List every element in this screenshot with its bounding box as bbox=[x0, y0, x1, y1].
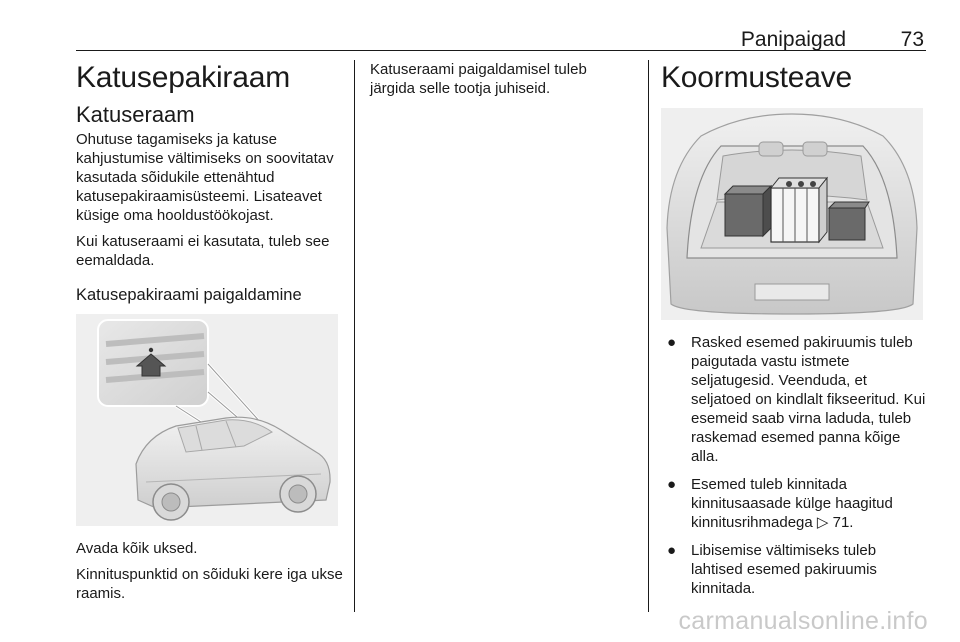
sub-heading: Katuseraam bbox=[76, 102, 195, 127]
list-item: ● Rasked esemed pakiruumis tuleb paigutada vastu istmete seljatugesid. Veenduda, et seljatoed on kindlalt fikseeritud. Kui esemeid saab virna laduda, tuleb raskemad esemed panna kõige alla. bbox=[667, 334, 926, 465]
column-divider bbox=[354, 60, 355, 612]
paragraph: Katuseraami paigaldamisel tuleb järgida selle tootja juhiseid. bbox=[370, 61, 587, 97]
page-number: 73 bbox=[900, 28, 924, 51]
paragraph: Kui katuseraami ei kasutata, tuleb see eemaldada. bbox=[76, 233, 330, 269]
list-item: ● Esemed tuleb kinnitada kinnitusaasade külge haagitud kinnitusrihmadega ▷ 71. bbox=[667, 476, 893, 531]
page-header bbox=[76, 26, 926, 51]
cargo-illustration bbox=[661, 108, 926, 325]
watermark: carmanualsonline.info bbox=[678, 607, 928, 635]
minor-heading: Katusepakiraami paigaldamine bbox=[76, 286, 302, 304]
column-right bbox=[661, 60, 926, 607]
bullet-list bbox=[661, 333, 926, 598]
list-item: ● Libisemise vältimiseks tuleb lahtised esemed pakiruumis kinnitada. bbox=[667, 542, 877, 597]
paragraph: Avada kõik uksed. bbox=[76, 540, 198, 557]
section-heading: Katusepakiraam bbox=[76, 61, 290, 94]
column-middle bbox=[370, 60, 635, 105]
car-trunk-cargo-icon bbox=[661, 108, 923, 320]
paragraph: Ohutuse tagamiseks ja katuse kahjustumise vältimiseks on soovitatav kasutada sõidukile ettenähtud katusepakiraamisüsteemi. Lisateavet küsige oma hooldustöökojast. bbox=[76, 131, 334, 224]
column-divider bbox=[648, 60, 649, 612]
roof-rack-illustration bbox=[76, 314, 346, 531]
section-title: Panipaigad bbox=[740, 28, 846, 51]
section-heading: Koormusteave bbox=[661, 61, 853, 94]
car-roof-mount-icon bbox=[76, 314, 338, 526]
paragraph: Kinnituspunktid on sõiduki kere iga ukse raamis. bbox=[76, 566, 343, 602]
column-left bbox=[76, 60, 346, 610]
